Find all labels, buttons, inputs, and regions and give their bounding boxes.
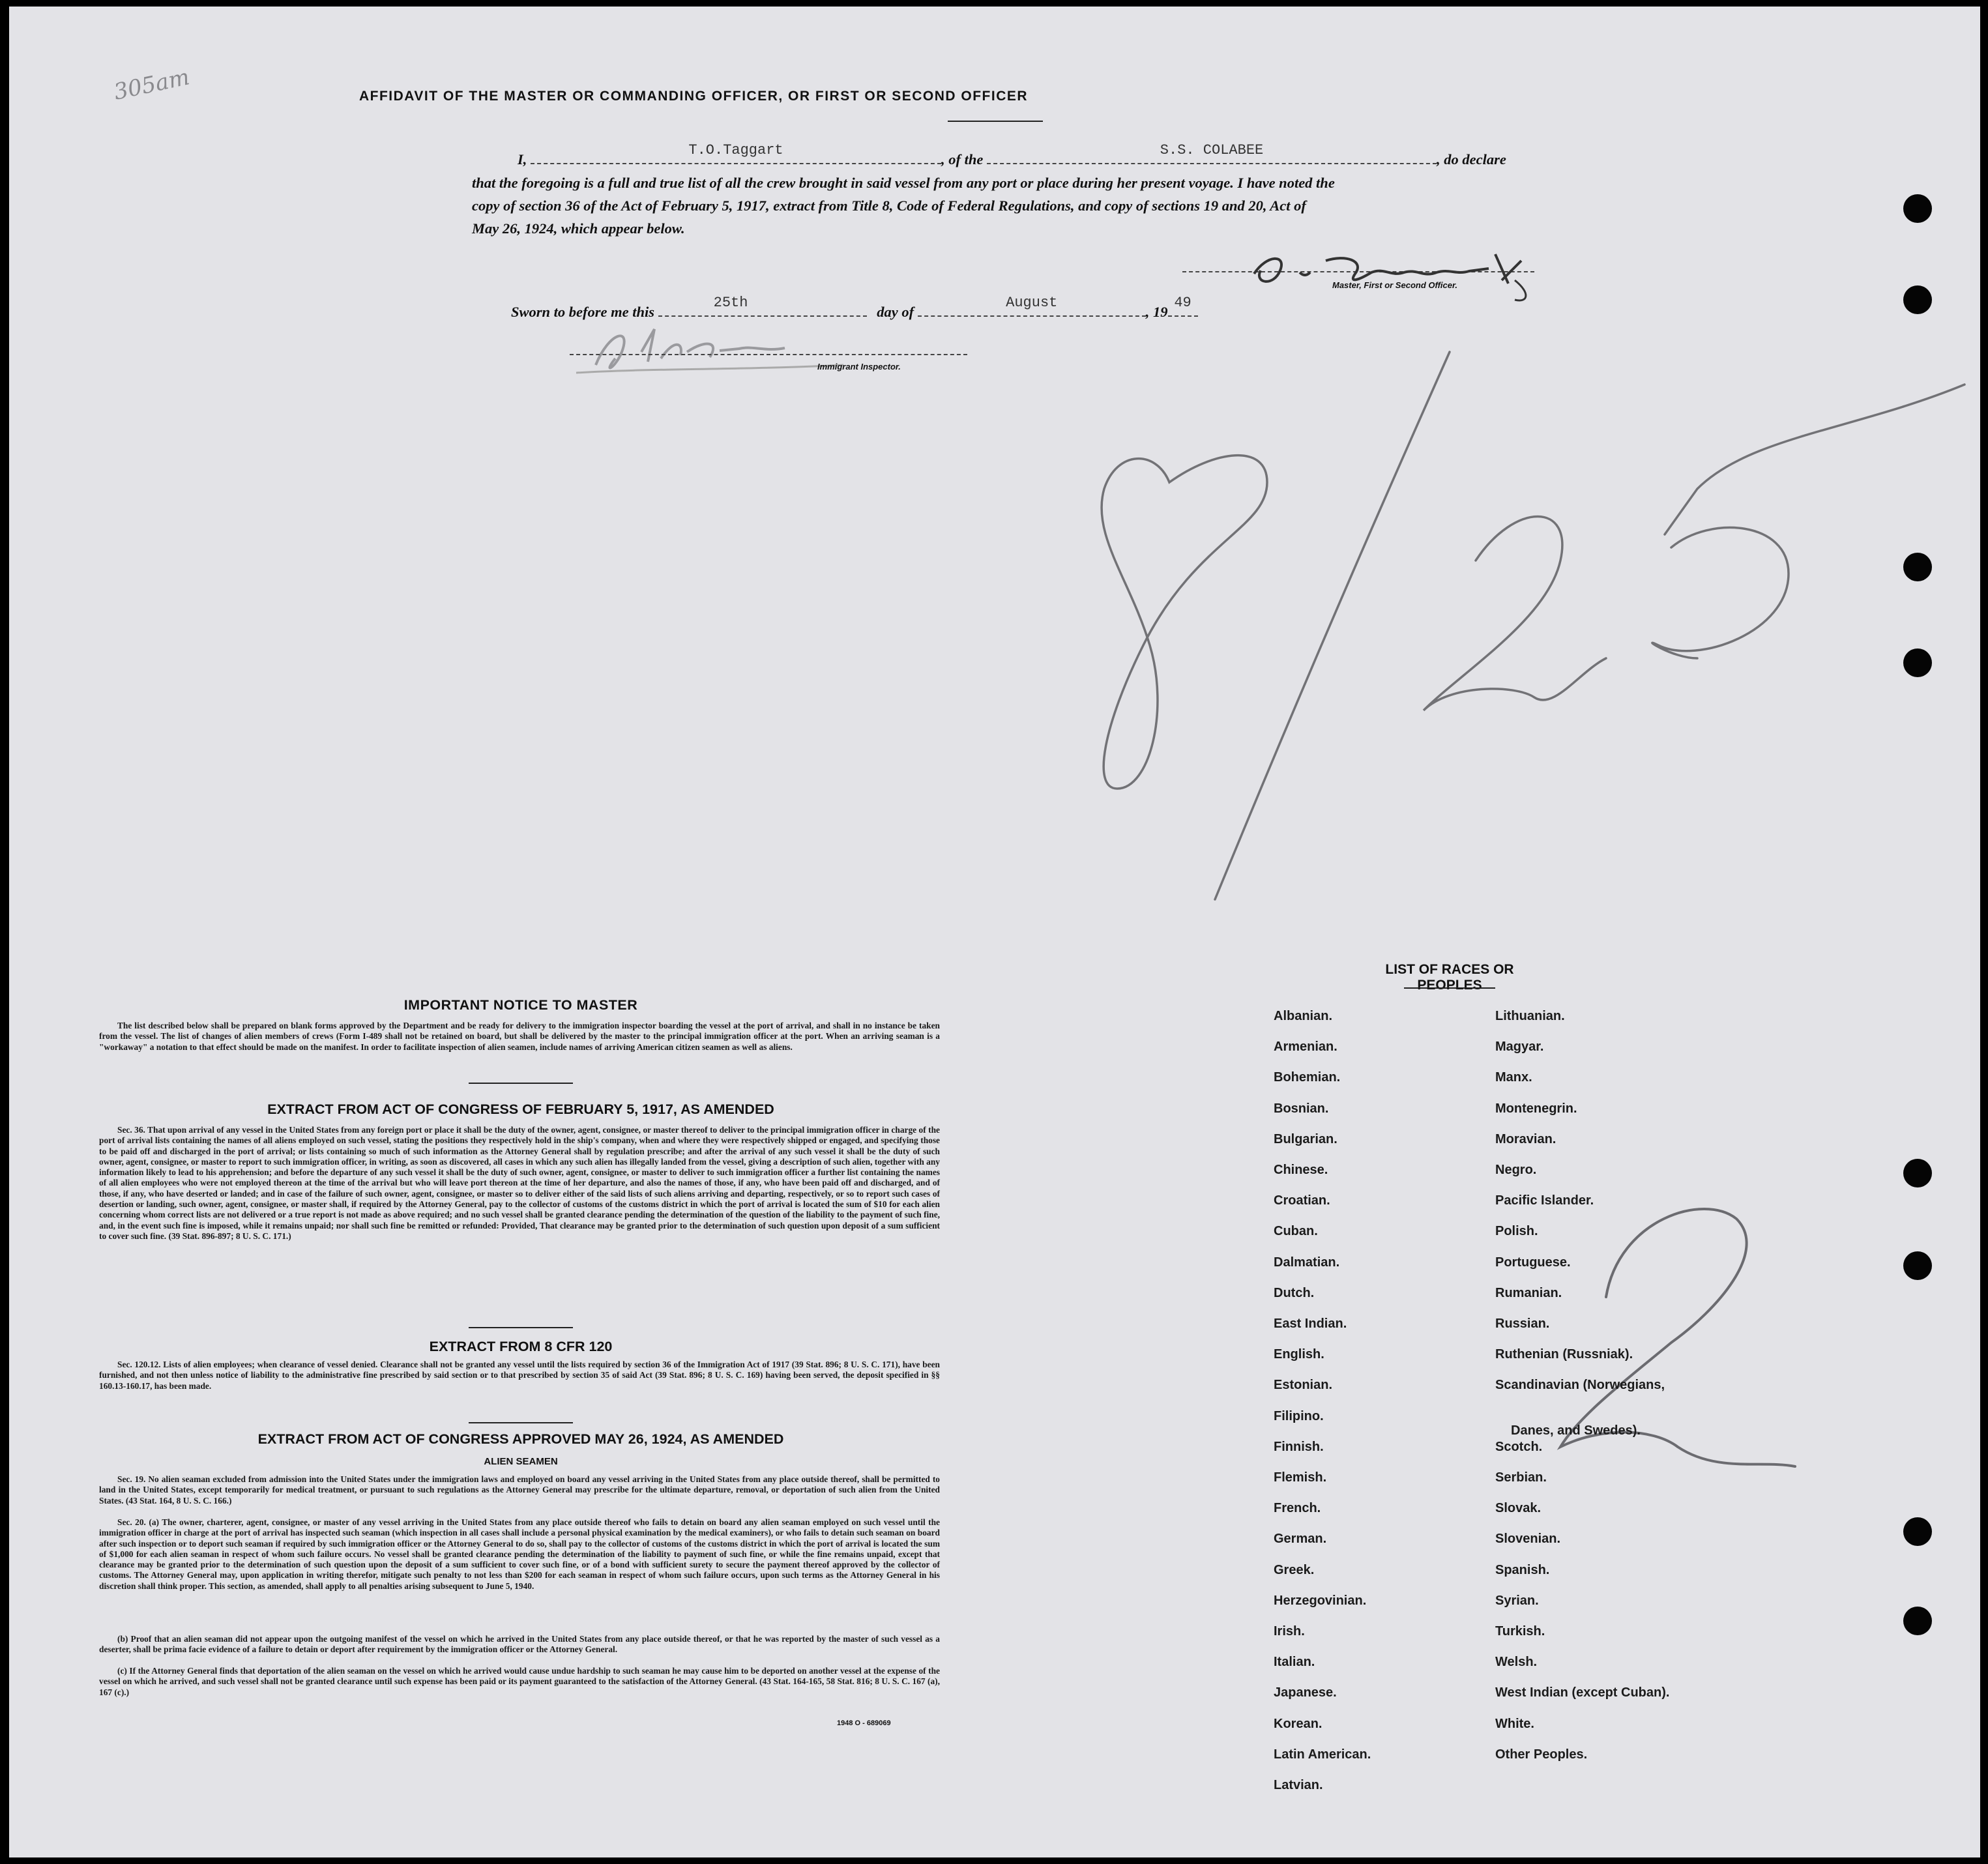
- inspector-signature: [570, 313, 870, 385]
- extract-1917-title: EXTRACT FROM ACT OF CONGRESS OF FEBRUARY 5, 1917, AS AMENDED: [267, 1101, 774, 1117]
- race-item-left: Greek.: [1274, 1562, 1315, 1577]
- race-item-left: Irish.: [1274, 1624, 1305, 1638]
- pencil-numeral: [1521, 1180, 1821, 1493]
- races-title: LIST OF RACES OR PEOPLES: [1385, 962, 1514, 993]
- punch-hole: [1903, 1251, 1932, 1280]
- race-item-left: Korean.: [1274, 1716, 1323, 1731]
- race-item-right: Negro.: [1495, 1163, 1537, 1177]
- race-item-left: Italian.: [1274, 1655, 1315, 1670]
- master-signature: [1241, 235, 1554, 306]
- name-field: [531, 142, 941, 164]
- rule-1: [469, 1083, 573, 1084]
- notice-title: IMPORTANT NOTICE TO MASTER: [403, 997, 638, 1013]
- extract-1924-sec19: Sec. 19. No alien seaman excluded from admission into the United States under the immigration laws and employed on board any vessel arriving in the United States from any place outside thereof, shall be permitted to land in the United States, except temporarily for medical treatment, or pursuant to such regulations as the Attorney General may prescribe for the ultimate departure, removal, or deportation of such alien from the United States. (43 Stat. 164, 8 U. S. C. 166.): [99, 1474, 940, 1506]
- race-item-right: Danes, and Swedes).: [1511, 1423, 1641, 1438]
- punch-hole: [1903, 1517, 1932, 1546]
- extract-1924-sec20b: (b) Proof that an alien seaman did not appear upon the outgoing manifest of the vessel on which he arrived in the United States from any place outside thereof, or that he was reported by the master of such vessel as a deserter, shall be prima facie evidence of a failure to detain or deport after requirement by the immigration officer or the Attorney General.: [99, 1634, 940, 1655]
- punch-hole: [1903, 1159, 1932, 1187]
- inspector-label: Immigrant Inspector.: [817, 362, 901, 371]
- document-page: [9, 7, 1980, 1857]
- day-of-label: day of: [877, 304, 914, 320]
- race-item-right: Manx.: [1495, 1070, 1532, 1085]
- race-item-left: Cuban.: [1274, 1224, 1318, 1239]
- punch-hole: [1903, 553, 1932, 581]
- race-item-left: Croatian.: [1274, 1193, 1330, 1208]
- punch-hole: [1903, 285, 1932, 314]
- race-item-right: Lithuanian.: [1495, 1009, 1565, 1023]
- title-rule: [948, 121, 1043, 122]
- rule-2: [469, 1327, 573, 1328]
- sworn-month: August: [1006, 295, 1058, 311]
- month-field: [918, 295, 1146, 317]
- race-item-left: East Indian.: [1274, 1317, 1347, 1331]
- race-item-left: Bulgarian.: [1274, 1131, 1338, 1146]
- race-item-right: Serbian.: [1495, 1470, 1547, 1485]
- extract-cfr-text: Sec. 120.12. Lists of alien employees; when clearance of vessel denied. Clearance shall not be granted any vessel until the lists required by section 36 of the Immigration Act of 1917 (39 Stat. 896; 8 U. S. C. 171), have been furnished, and not then unless notice of liability to the administrative fine prescribed by said section or to that prescribed by section 35 of said Act (39 Stat. 896; 8 U. S. C. 169) having been served, the deposit specified in §§ 160.13-160.17, has been made.: [99, 1360, 940, 1391]
- race-item-left: Dalmatian.: [1274, 1255, 1340, 1270]
- race-item-right: Magyar.: [1495, 1040, 1544, 1055]
- race-item-left: Bohemian.: [1274, 1070, 1341, 1085]
- race-item-left: Japanese.: [1274, 1685, 1337, 1700]
- declaration-line-1: [518, 142, 1586, 171]
- race-item-right: Russian.: [1495, 1317, 1550, 1331]
- race-item-right: Montenegrin.: [1495, 1101, 1577, 1116]
- race-item-right: Scandinavian (Norwegians,: [1495, 1378, 1665, 1393]
- declaration-i: I,: [518, 151, 527, 167]
- race-item-left: Estonian.: [1274, 1378, 1333, 1393]
- sworn-year: 49: [1174, 295, 1191, 311]
- rule-3: [469, 1422, 573, 1423]
- race-item-right: Scotch.: [1495, 1439, 1543, 1454]
- race-item-left: Dutch.: [1274, 1285, 1315, 1300]
- race-item-right: Polish.: [1495, 1224, 1538, 1239]
- affidavit-title: AFFIDAVIT OF THE MASTER OR COMMANDING OFFICER, OR FIRST OR SECOND OFFICER: [358, 89, 1029, 104]
- race-item-right: Pacific Islander.: [1495, 1193, 1594, 1208]
- race-item-left: German.: [1274, 1532, 1327, 1547]
- print-code: 1948 O - 689069: [837, 1719, 891, 1727]
- race-item-left: Armenian.: [1274, 1040, 1338, 1055]
- vessel-name: S.S. COLABEE: [1160, 142, 1264, 158]
- race-item-left: Filipino.: [1274, 1408, 1324, 1423]
- extract-1924-sec20c: (c) If the Attorney General finds that deportation of the alien seaman on the vessel on which he arrived would cause undue hardship to such seaman he may cause him to be deported on another vessel at the expense of the vessel on which he arrived, and such vessel shall not be granted clearance until such expense has been paid or its payment guaranteed to the satisfaction of the Attorney General. (43 Stat. 164-165, 58 Stat. 816; 8 U. S. C. 167 (a), 167 (c).): [99, 1666, 940, 1697]
- race-item-right: West Indian (except Cuban).: [1495, 1685, 1670, 1700]
- extract-cfr-title: EXTRACT FROM 8 CFR 120: [429, 1339, 613, 1354]
- race-item-right: Other Peoples.: [1495, 1747, 1588, 1762]
- punch-hole: [1903, 648, 1932, 677]
- declaration-line-3: copy of section 36 of the Act of February 5, 1917, extract from Title 8, Code of Federal Regulations, and copy of sections 19 and 20, Act of: [472, 197, 1306, 214]
- race-item-left: Albanian.: [1274, 1009, 1333, 1023]
- master-title-label: Master, First or Second Officer.: [1332, 280, 1457, 290]
- race-item-right: Welsh.: [1495, 1655, 1538, 1670]
- race-item-right: White.: [1495, 1716, 1534, 1731]
- extract-1924-title: EXTRACT FROM ACT OF CONGRESS APPROVED MAY 26, 1924, AS AMENDED: [257, 1431, 784, 1447]
- sworn-prefix: Sworn to before me this: [511, 304, 655, 320]
- extract-1924-sec20a: Sec. 20. (a) The owner, charterer, agent, consignee, or master of any vessel arriving in the United States from any place outside thereof who fails to detain on board any alien seaman employed on such vessel until the immigration officer in charge at the port of arrival has inspected such seaman (which inspection in all cases shall include a personal physical examination by the medical examiners), or who fails to detain such seaman on board after such inspection or to deport such seaman if required by such immigration officer or the Attorney General to do so, shall pay to the collector of customs of the customs district in which the port of arrival is located the sum of $1,000 for each alien seaman in respect of whom such failure occurs. No vessel shall be granted clearance pending the determination of the liability to payment of such fine, or while the fine remains unpaid, except that clearance may be granted prior to the determination of such question upon the deposit of a sum sufficient to cover such fine, or of a bond with sufficient surety to secure the payment thereof approved by the collector of customs. The Attorney General may, upon application in writing therefor, mitigate such penalty to not less than $200 for each seaman in respect of whom such failure occurs, upon such terms as the Attorney General in his discretion shall think proper. This section, as amended, shall apply to all penalties arising subsequent to June 5, 1940.: [99, 1517, 940, 1591]
- vessel-field: [987, 142, 1437, 164]
- race-item-left: Chinese.: [1274, 1163, 1328, 1177]
- notice-text: The list described below shall be prepared on blank forms approved by the Department and be ready for delivery to the immigration inspector boarding the vessel at the port of arrival, and shall in no instance be taken from the vessel. The list of changes of alien members of crews (Form I-489 shall not be retained on board, but shall be delivered by the master to the principal immigration officer at the port. When an arriving seaman is a "workaway" a notation to that effect should be made on the manifest. In order to facilitate inspection of alien seamen, include names of arriving American citizen seamen as well as aliens.: [99, 1021, 940, 1052]
- race-item-left: Bosnian.: [1274, 1101, 1329, 1116]
- declaration-line-2: that the foregoing is a full and true list of all the crew brought in said vessel from any port or place during her present voyage. I have noted the: [472, 175, 1335, 191]
- pencil-date-mark: [1019, 319, 1971, 939]
- corner-pencil-note: 305am: [111, 64, 192, 106]
- year-field: [1168, 295, 1198, 317]
- of-the-label: , of the: [941, 151, 984, 167]
- race-item-left: English.: [1274, 1347, 1324, 1362]
- extract-1917-text: Sec. 36. That upon arrival of any vessel in the United States from any foreign port or place it shall be the duty of the owner, agent, consignee, or master thereof to deliver to the principal immigration officer in charge of the port of arrival lists containing the names of all aliens employed on such vessel, stating the positions they respectively hold in the ship's company, when and where they were respectively shipped or engaged, and specifying those to be paid off and discharged in the port of arrival; or lists containing so much of such information as the Attorney General shall by regulation prescribe; and after the arrival of any such vessel it shall be the duty of such owner, agent, consignee, or master to report to such immigration officer, in writing, as soon as discovered, all cases in which any such alien has illegally landed from the vessel, giving a description of such alien, together with any information likely to lead to his apprehension; and before the departure of any such vessel it shall be the duty of such owner, agent, consignee, or master to deliver to such immigration officer a further list containing the names of all alien employees who were not employed thereon at the time of the arrival but who will leave port thereon at the time of her departure, and also the names of those, if any, who have been paid off and discharged, and of those, if any, who have deserted or landed; and in case of the failure of such owner, agent, consignee, or master so to deliver either of the said lists of such aliens arriving and departing, respectively, or so to report such cases of desertion or landing, such owner, agent, consignee, or master shall, if required by the Attorney General, pay to the collector of customs of the customs district in which the port of arrival is located the sum of $10 for each alien concerning whom correct lists are not delivered or a true report is not made as above required; and no such vessel shall be granted clearance pending the determination of the question of the liability to the payment of such fine, and, in the event such fine is imposed, while it remains unpaid; nor shall such fine be remitted or refunded: Provided, That clearance may be granted prior to the determination of such question upon deposit of a sum sufficient to cover such fine. (39 Stat. 896-897; 8 U. S. C. 171.): [99, 1125, 940, 1241]
- race-item-left: Finnish.: [1274, 1439, 1324, 1454]
- races-title-rule: [1404, 987, 1495, 989]
- race-item-left: Latin American.: [1274, 1747, 1371, 1762]
- inspector-signature-line: [570, 354, 967, 355]
- race-item-right: Spanish.: [1495, 1562, 1550, 1577]
- race-item-right: Portuguese.: [1495, 1255, 1571, 1270]
- year-prefix: , 19: [1145, 304, 1168, 320]
- race-item-right: Ruthenian (Russniak).: [1495, 1347, 1633, 1362]
- declaration-line-4: May 26, 1924, which appear below.: [472, 220, 685, 237]
- master-name: T.O.Taggart: [688, 142, 783, 158]
- race-item-left: Flemish.: [1274, 1470, 1327, 1485]
- race-item-right: Turkish.: [1495, 1624, 1545, 1638]
- race-item-right: Slovenian.: [1495, 1532, 1561, 1547]
- sworn-day: 25th: [713, 295, 748, 311]
- do-declare-label: , do declare: [1437, 151, 1506, 167]
- extract-1924-subtitle: ALIEN SEAMEN: [484, 1456, 558, 1467]
- race-item-right: Rumanian.: [1495, 1285, 1562, 1300]
- race-item-left: French.: [1274, 1501, 1321, 1516]
- race-item-left: Herzegovinian.: [1274, 1593, 1367, 1608]
- race-item-right: Syrian.: [1495, 1593, 1539, 1608]
- punch-hole: [1903, 1607, 1932, 1635]
- race-item-right: Slovak.: [1495, 1501, 1542, 1516]
- race-item-right: Moravian.: [1495, 1131, 1557, 1146]
- punch-hole: [1903, 194, 1932, 223]
- race-item-left: Latvian.: [1274, 1778, 1323, 1792]
